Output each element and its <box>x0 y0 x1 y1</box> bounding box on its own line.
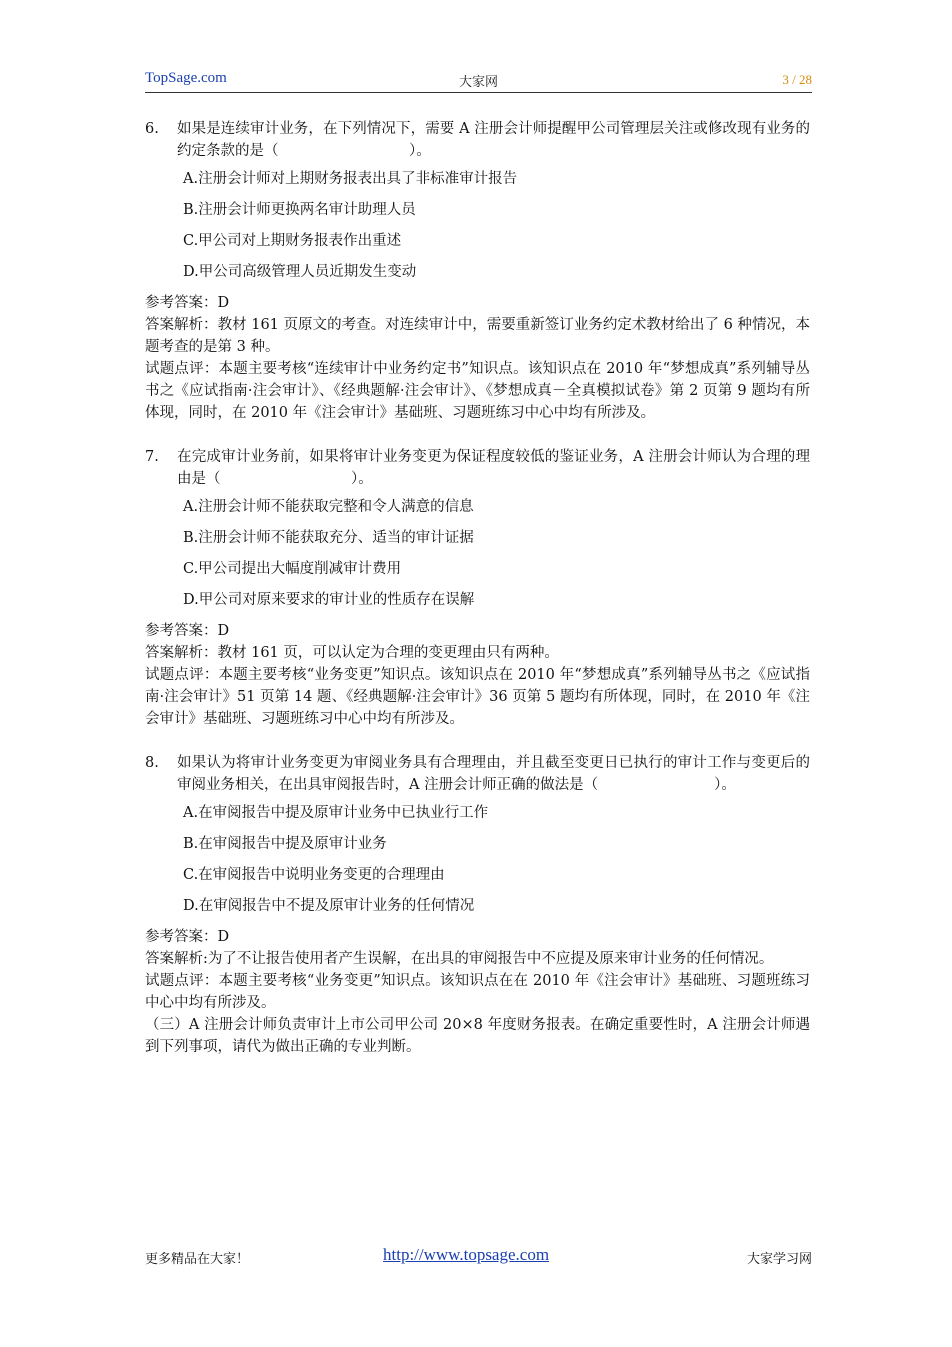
answer-analysis: 答案解析：教材 161 页原文的考查。对连续审计中，需要重新签订业务约定术教材给出了 6 种情况，本题考查的是第 3 种。 <box>145 317 810 355</box>
options-list <box>183 496 810 620</box>
question-8 <box>145 752 810 1058</box>
option-b: B.注册会计师不能获取充分、适当的审计证据 <box>183 530 474 546</box>
question-text: 在完成审计业务前，如果将审计业务变更为保证程度较低的鉴证业务，A 注册会计师认为合理的理由是（ ）。 <box>177 449 810 487</box>
options-list <box>183 802 810 926</box>
option-c: C.甲公司对上期财务报表作出重述 <box>183 233 402 249</box>
answer-analysis: 答案解析：教材 161 页，可以认定为合理的变更理由只有两种。 <box>145 645 559 661</box>
section-intro: （三）A 注册会计师负责审计上市公司甲公司 20×8 年度财务报表。在确定重要性时，A 注册会计师遇到下列事项，请代为做出正确的专业判断。 <box>145 1017 810 1055</box>
question-number: 6. <box>145 121 159 137</box>
option-a: A.注册会计师对上期财务报表出具了非标准审计报告 <box>183 171 518 187</box>
reference-answer: 参考答案：D <box>145 623 230 639</box>
question-text: 如果是连续审计业务，在下列情况下，需要 A 注册会计师提醒甲公司管理层关注或修改现有业务的约定条款的是（ ）。 <box>177 121 810 159</box>
reference-answer: 参考答案：D <box>145 929 230 945</box>
option-b: B.在审阅报告中提及原审计业务 <box>183 836 387 852</box>
question-comment: 试题点评：本题主要考核“业务变更”知识点。该知识点在 2010 年“梦想成真”系列辅导丛书之《应试指南·注会审计》51 页第 14 题、《经典题解·注会审计》36 页第 5 题均有所体现，同时，在 2010 年《注会审计》基础班、习题班练习中心中均有所涉及。 <box>145 667 810 727</box>
option-c: C.甲公司提出大幅度削减审计费用 <box>183 561 402 577</box>
footer-site-name: 大家学习网 <box>746 1252 812 1267</box>
option-a: A.注册会计师不能获取完整和令人满意的信息 <box>183 499 474 515</box>
question-7 <box>145 446 810 730</box>
option-d: D.甲公司对原来要求的审计业的性质存在误解 <box>183 592 475 608</box>
spacer <box>145 424 810 446</box>
header-page-number: 3 / 28 <box>782 72 812 87</box>
question-6 <box>145 118 810 424</box>
question-text: 如果认为将审计业务变更为审阅业务具有合理理由，并且截至变更日已执行的审计工作与变更后的审阅业务相关，在出具审阅报告时，A 注册会计师正确的做法是（ ）。 <box>177 755 810 793</box>
header-title: 大家网 <box>458 75 498 90</box>
options-list <box>183 168 810 292</box>
option-c: C.在审阅报告中说明业务变更的合理理由 <box>183 867 445 883</box>
page-content <box>145 118 810 1058</box>
option-b: B.注册会计师更换两名审计助理人员 <box>183 202 416 218</box>
page-footer <box>145 1245 812 1270</box>
footer-link[interactable]: http://www.topsage.com <box>383 1245 550 1264</box>
option-a: A.在审阅报告中提及原审计业务中已执业行工作 <box>183 805 489 821</box>
footer-slogan: 更多精品在大家！ <box>145 1252 250 1267</box>
page-header <box>145 70 812 93</box>
header-site-name: TopSage.com <box>145 70 227 86</box>
question-comment: 试题点评：本题主要考核“连续审计中业务约定书”知识点。该知识点在 2010 年“梦想成真”系列辅导丛书之《应试指南·注会审计》、《经典题解·注会审计》、《梦想成真－全真模拟试卷》第 2 页第 9 题均有所体现，同时，在 2010 年《注会审计》基础班、习题班练习中心中均有所涉及。 <box>145 361 810 421</box>
spacer <box>145 730 810 752</box>
answer-analysis: 答案解析:为了不让报告使用者产生误解，在出具的审阅报告中不应提及原来审计业务的任何情况。 <box>145 951 774 967</box>
question-number: 7. <box>145 449 159 465</box>
question-number: 8. <box>145 755 159 771</box>
reference-answer: 参考答案：D <box>145 295 230 311</box>
question-comment: 试题点评：本题主要考核“业务变更”知识点。该知识点在在 2010 年《注会审计》基础班、习题班练习中心中均有所涉及。 <box>145 973 810 1011</box>
option-d: D.在审阅报告中不提及原审计业务的任何情况 <box>183 898 475 914</box>
option-d: D.甲公司高级管理人员近期发生变动 <box>183 264 417 280</box>
